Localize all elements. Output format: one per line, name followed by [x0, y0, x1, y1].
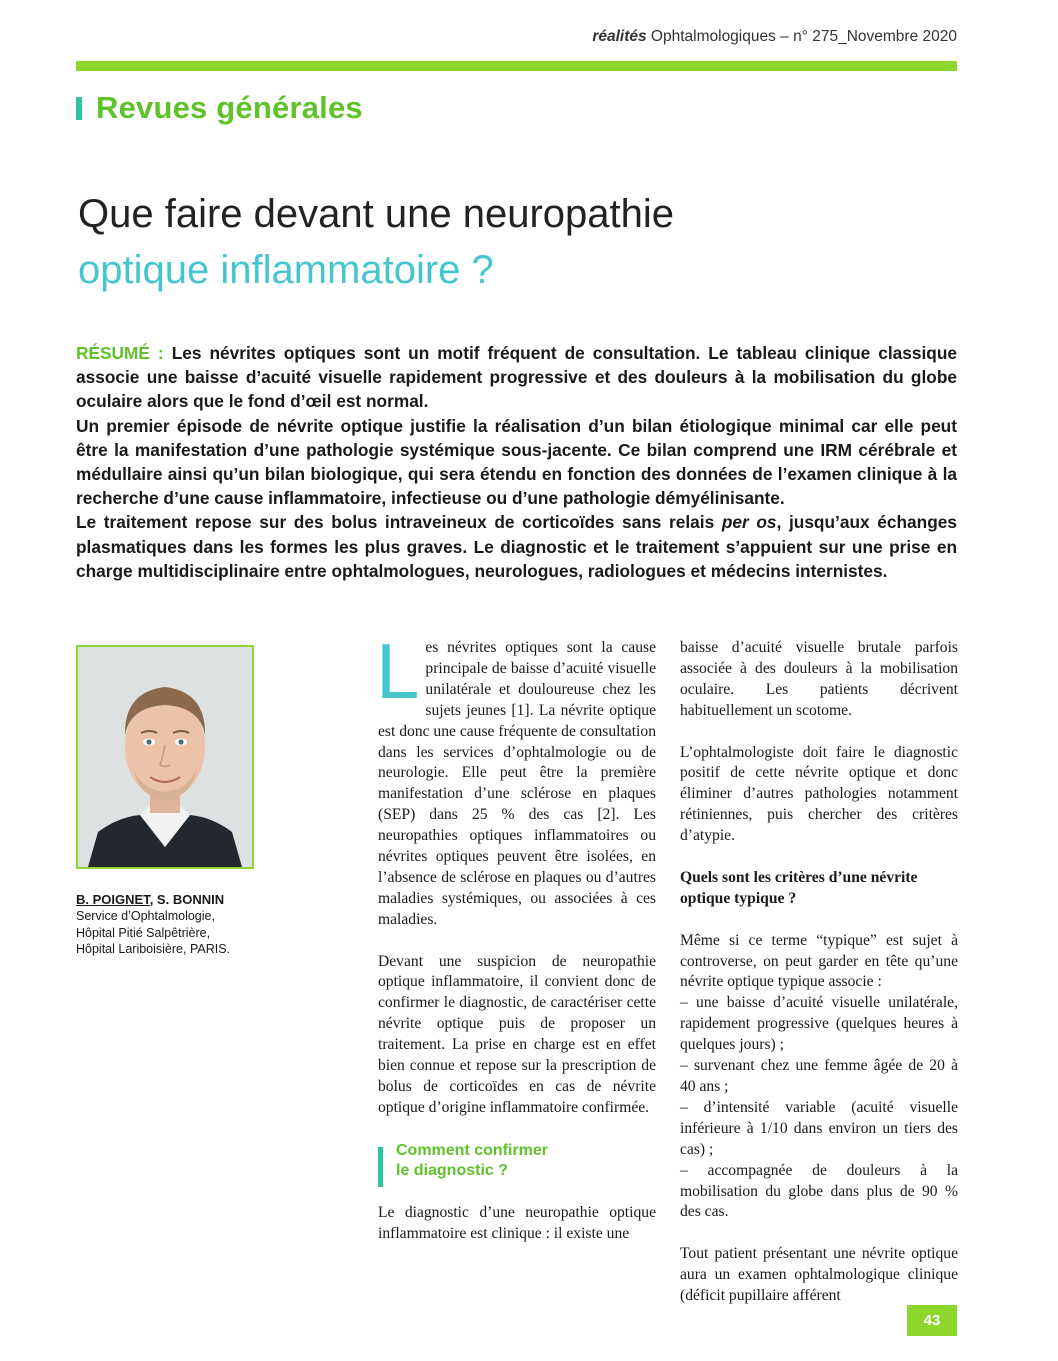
subheading-block [378, 1141, 656, 1181]
criteria-item: – d’intensité variable (acuité visuelle inférieure à 1/10 dans environ un tiers des cas) ; [680, 1098, 958, 1158]
abstract [76, 341, 957, 583]
paragraph: L’ophtalmologiste doit faire le diagnostic positif de cette névrite optique et donc éliminer d’autres pathologies notamment rétiniennes, puis chercher des critères d’atypie. [680, 743, 958, 845]
author-names: B. POIGNET, S. BONNIN [76, 892, 225, 907]
author-portrait-icon [78, 647, 252, 867]
page-number: 43 [907, 1305, 957, 1336]
drop-cap: L [376, 627, 420, 715]
paragraph: Devant une suspicion de neuropathie optique inflammatoire, il convient donc de confirmer le diagnostic, de caractériser cette névrite optique puis de proposer un traitement. La prise en charge est en effet bien connue et repose sur la prescription de bolus de corticoïdes en cas de névrite optique d’origine inflammatoire confirmée. [378, 952, 656, 1116]
journal-issue: Ophtalmologiques – n° 275_Novembre 2020 [650, 28, 957, 45]
body-column-2 [680, 638, 958, 1328]
criteria-item: – une baisse d’acuité visuelle unilatérale, rapidement progressive (quelques heures à quelques jours) ; [680, 994, 958, 1054]
criteria-item: – accompagnée de douleurs à la mobilisation du globe dans plus de 90 % des cas. [680, 1161, 958, 1221]
subheading: Comment confirmer le diagnostic ? [396, 1141, 549, 1179]
section-label: Revues générales [96, 90, 363, 125]
abstract-label: RÉSUMÉ : [76, 343, 164, 363]
subheading-marker [378, 1147, 383, 1187]
article-title-line2: optique inflammatoire ? [78, 248, 494, 292]
author-affiliation-2: Hôpital Pitié Salpêtrière, [76, 925, 211, 940]
intro-paragraph: Les névrites optiques sont la cause principale de baisse d’acuité visuelle unilatérale et douloureuse chez les sujets jeunes [1]. La névrite optique est donc une cause fréquente de consultation dans les services d’ophtalmologie ou de neurologie. Elle peut être la première manifestation d’une sclérose en plaques (SEP) dans 25 % des cas [2]. Les neuropathies optiques inflammatoires ou névrites optiques peuvent être isolées, en l’absence de sclérose en plaques ou d’autres maladies systémiques, ou associées à ces maladies. [376, 627, 656, 928]
section-marker [76, 97, 82, 120]
author-photo [76, 645, 254, 869]
paragraph: Tout patient présentant une névrite optique aura un examen ophtalmologique clinique (déficit pupillaire afférent [680, 1245, 958, 1305]
abstract-paragraph-3: Le traitement repose sur des bolus intraveineux de corticoïdes sans relais per os, jusqu’aux échanges plasmatiques dans les formes les plus graves. Le diagnostic et le traitement s’appuient sur une prise en charge multidisciplinaire entre ophtalmologues, neurologues, radiologues et médecins internistes. [76, 512, 957, 581]
author-block [76, 892, 276, 958]
body-column-1 [376, 627, 656, 1266]
author-affiliation-1: Service d’Ophtalmologie, [76, 909, 215, 924]
abstract-paragraph-2: Un premier épisode de névrite optique justifie la réalisation d’un bilan étiologique minimal car elle peut être la manifestation d’une pathologie systémique sous-jacente. Ce bilan comprend une IRM cérébrale et médullaire ainsi qu’un bilan biologique, qui sera étendu en fonction des données de l’examen clinique à la recherche d’une cause inflammatoire, infectieuse ou d’une pathologie démyélinisante. [76, 415, 957, 509]
paragraph: Le diagnostic d’une neuropathie optique inflammatoire est clinique : il existe une [378, 1203, 656, 1242]
section-heading: Quels sont les critères d’une névrite optique typique ? [680, 868, 918, 907]
author-affiliation-3: Hôpital Lariboisière, PARIS. [76, 942, 231, 957]
article-title-line1: Que faire devant une neuropathie [78, 192, 674, 236]
header-rule [76, 61, 957, 71]
running-header [0, 28, 957, 46]
criteria-item: – survenant chez une femme âgée de 20 à 40 ans ; [680, 1057, 958, 1095]
abstract-paragraph-1: RÉSUMÉ : Les névrites optiques sont un motif fréquent de consultation. Le tableau clinique classique associe une baisse d’acuité visuelle rapidement progressive et des douleurs à la mobilisation du globe oculaire alors que le fond d’œil est normal. [76, 343, 957, 412]
criteria-intro: Même si ce terme “typique” est sujet à controverse, on peut garder en tête qu’une névrite optique typique associe : [680, 931, 958, 991]
journal-brand: réalités [592, 28, 647, 45]
paragraph: baisse d’acuité visuelle brutale parfois associée à des douleurs à la mobilisation oculaire. Les patients décrivent habituellement un scotome. [680, 639, 958, 719]
